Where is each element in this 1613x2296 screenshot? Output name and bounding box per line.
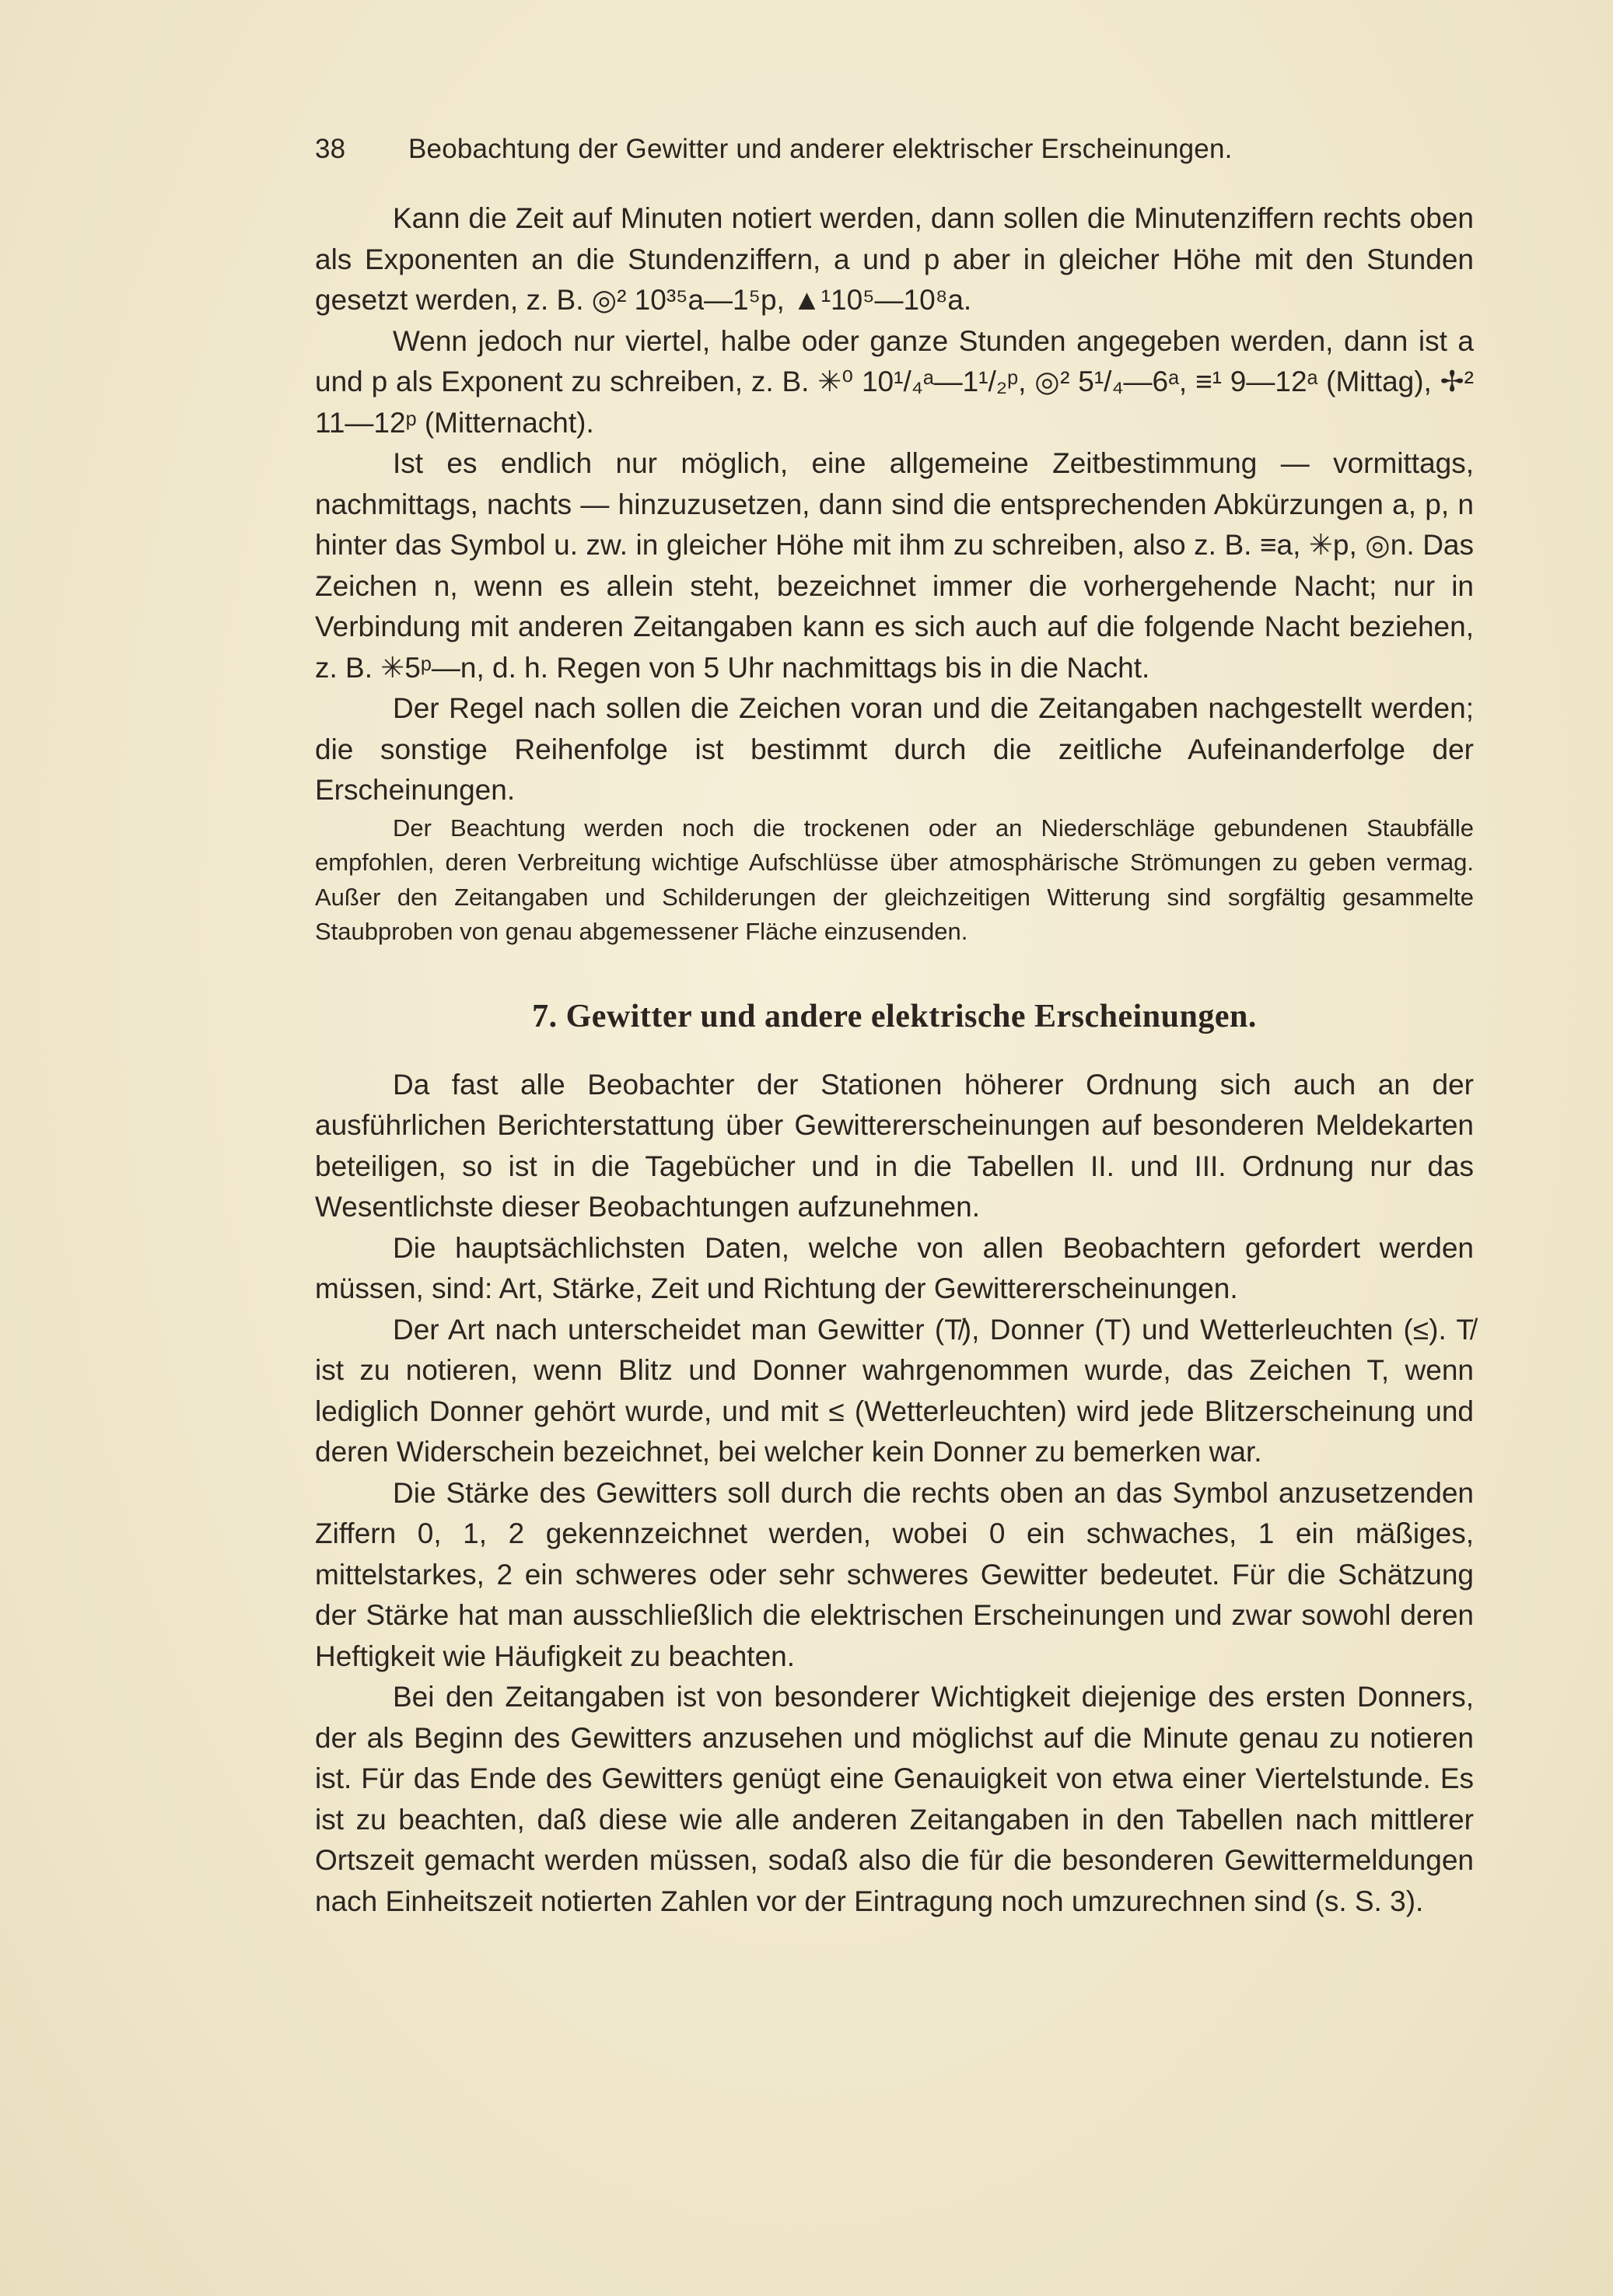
- paragraph-symbol-order: Der Regel nach sollen die Zeichen voran und die Zeitangaben nachgestellt werden; die sonstige Reihenfolge ist bestimmt durch die zeitliche Aufeinanderfolge der Erscheinungen.: [315, 692, 1474, 806]
- paragraph-main-data: Die hauptsächlichsten Daten, welche von allen Beobachtern gefordert werden müssen, sind: Art, Stärke, Zeit und Richtung der Gewittererscheinungen.: [315, 1231, 1474, 1304]
- page-number: 38: [315, 134, 346, 164]
- section-heading: 7. Gewitter und andere elektrische Erscheinungen.: [532, 998, 1257, 1034]
- paragraph-strength: Die Stärke des Gewitters soll durch die rechts oben an das Symbol anzusetzenden Ziffern 0, 1, 2 gekennzeichnet werden, wobei 0 ein schwaches, 1 ein mäßiges, mittelstarkes, 2 ein schweres oder sehr schweres Gewitter bedeutet. Für die Schätzung der Stärke hat man ausschließlich die elektrischen Erscheinungen und zwar sowohl deren Heftigkeit wie Häufigkeit zu beachten.: [315, 1476, 1474, 1672]
- note-dust-falls: Der Beachtung werden noch die trockenen oder an Niederschläge gebundenen Staubfälle empfohlen, deren Verbreitung wichtige Aufschlüsse über atmosphärische Strömungen zu geben vermag. Außer den Zeitangaben und Schilderungen der gleichzeitigen Witterung sind sorgfältig gesammelte Staubproben von genau abgemessener Fläche einzusenden.: [315, 814, 1474, 945]
- paragraph-minute-notation: Kann die Zeit auf Minuten notiert werden, dann sollen die Minutenziffern rechts oben als Exponenten an die Stundenziffern, a und p aber in gleicher Höhe mit den Stunden gesetzt werden, z. B. ◎² 10³⁵a—1⁵p, ▲¹10⁵—10⁸a.: [315, 202, 1474, 316]
- running-header: [315, 134, 1349, 165]
- running-title: Beobachtung der Gewitter und anderer elektrischer Erscheinungen.: [408, 134, 1233, 164]
- paragraph-quarter-hours: Wenn jedoch nur viertel, halbe oder ganze Stunden angegeben werden, dann ist a und p als Exponent zu schreiben, z. B. ✳⁰ 10¹/₄ᵃ—1¹/₂ᵖ, ◎² 5¹/₄—6ᵃ, ≡¹ 9—12ᵃ (Mittag), ✢² 11—12ᵖ (Mitternacht).: [315, 324, 1474, 439]
- paragraph-observers: Da fast alle Beobachter der Stationen höherer Ordnung sich auch an der ausführlichen Berichterstattung über Gewittererscheinungen auf besonderen Meldekarten beteiligen, so ist in die Tagebücher und in die Tabellen II. und III. Ordnung nur das Wesentlichste dieser Beobachtungen aufzunehmen.: [315, 1068, 1474, 1223]
- paragraph-kind: Der Art nach unterscheidet man Gewitter (T̸), Donner (T) und Wetterleuchten (≤). T̸ ist zu notieren, wenn Blitz und Donner wahrgenommen wurde, das Zeichen T, wenn lediglich Donner gehört wurde, und mit ≤ (Wetterleuchten) wird jede Blitzerscheinung und deren Widerschein bezeichnet, bei welcher kein Donner zu bemerken war.: [315, 1313, 1474, 1468]
- paragraph-general-time: Ist es endlich nur möglich, eine allgemeine Zeitbestimmung — vormittags, nachmittags, nachts — hinzuzusetzen, dann sind die entsprechenden Abkürzungen a, p, n hinter das Symbol u. zw. in gleicher Höhe mit ihm zu schreiben, also z. B. ≡a, ✳p, ◎n. Das Zeichen n, wenn es allein steht, bezeichnet immer die vorhergehende Nacht; nur in Verbindung mit anderen Zeitangaben kann es sich auch auf die folgende Nacht beziehen, z. B. ✳5ᵖ—n, d. h. Regen von 5 Uhr nachmittags bis in die Nacht.: [315, 447, 1474, 684]
- paragraph-time: Bei den Zeitangaben ist von besonderer Wichtigkeit diejenige des ersten Donners, der als Beginn des Gewitters anzusehen und möglichst auf die Minute genau zu notieren ist. Für das Ende des Gewitters genügt eine Genauigkeit von etwa einer Viertelstunde. Es ist zu beachten, daß diese wie alle anderen Zeitangaben in den Tabellen nach mittlerer Ortszeit gemacht werden müssen, sodaß also die für die besonderen Gewittermeldungen nach Einheitszeit notierten Zahlen vor der Eintragung noch umzurechnen sind (s. S. 3).: [315, 1681, 1474, 1917]
- page-body: [315, 198, 1474, 1922]
